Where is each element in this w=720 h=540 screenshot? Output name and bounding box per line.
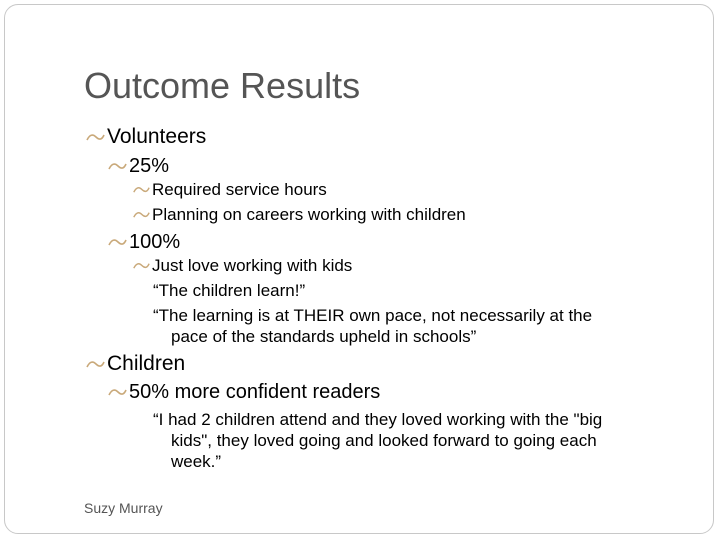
quote-learning-pace-line2: pace of the standards upheld in schools” (171, 327, 477, 346)
bullet-50-percent (107, 381, 380, 404)
children-stat: 50% more confident readers (129, 381, 381, 403)
slide (4, 4, 714, 534)
footer-author: Suzy Murray (84, 500, 163, 516)
children-heading: Children (107, 352, 186, 375)
quote-parent-line2: kids", they loved going and looked forward to going each (171, 431, 597, 450)
volunteers-heading: Volunteers (107, 125, 207, 148)
curl-bullet-icon (132, 184, 150, 195)
bullet-25-percent (107, 155, 169, 178)
list-item (132, 180, 327, 200)
curl-bullet-icon (132, 209, 150, 220)
curl-bullet-icon (107, 160, 127, 172)
quote-children-learn: “The children learn!” (153, 281, 306, 300)
list-item-text: Planning on careers working with children (152, 205, 466, 224)
curl-bullet-icon (85, 358, 105, 370)
bullet-children (85, 352, 185, 376)
quote-parent-line1: “I had 2 children attend and they loved working with the "big (153, 410, 603, 429)
percent-100-label: 100% (129, 231, 181, 253)
quote-learning-pace-line1: “The learning is at THEIR own pace, not necessarily at the (153, 306, 593, 325)
list-item (132, 205, 466, 225)
percent-25-label: 25% (129, 155, 170, 177)
bullet-100-percent (107, 231, 180, 254)
list-item (132, 256, 352, 276)
curl-bullet-icon (85, 131, 105, 143)
bullet-volunteers (85, 125, 206, 149)
slide-title: Outcome Results (84, 65, 361, 106)
quote-parent-line3: week.” (171, 452, 222, 471)
list-item-text: Required service hours (152, 180, 327, 199)
curl-bullet-icon (107, 386, 127, 398)
curl-bullet-icon (107, 236, 127, 248)
curl-bullet-icon (132, 260, 150, 271)
list-item-text: Just love working with kids (152, 256, 353, 275)
